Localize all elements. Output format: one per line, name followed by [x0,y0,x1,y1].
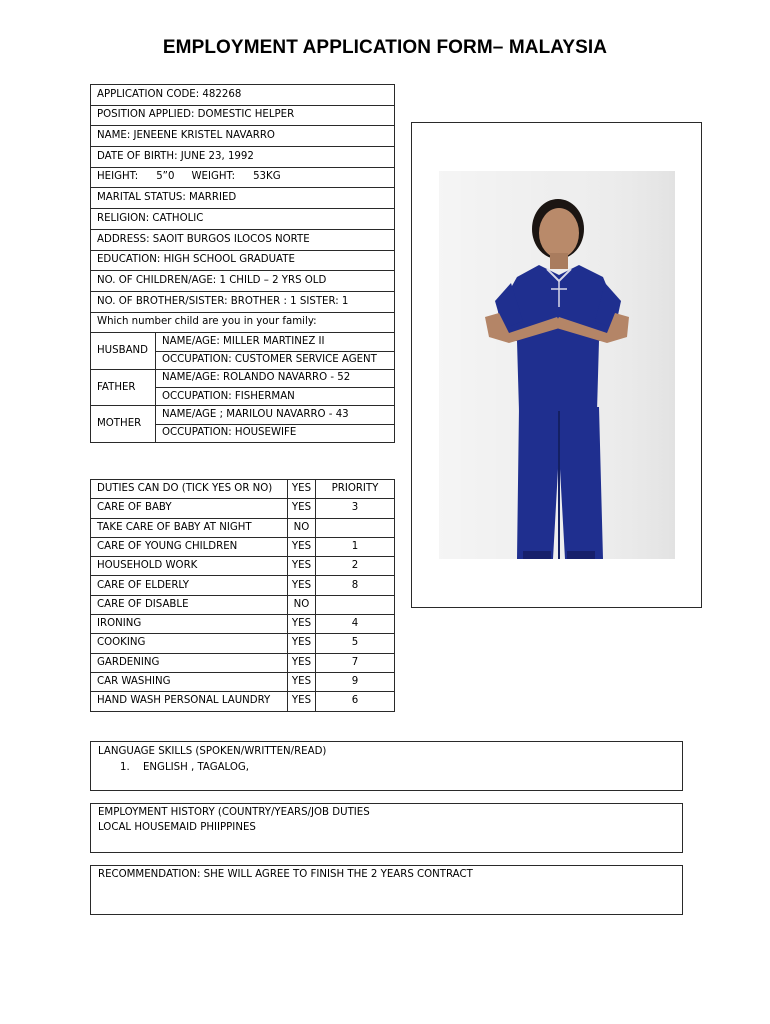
children: NO. OF CHILDREN/AGE: 1 CHILD – 2 YRS OLD [91,271,395,292]
language-item-number: 1. [120,762,130,773]
duties-header-duty: DUTIES CAN DO (TICK YES OR NO) [91,480,288,499]
family-occupation: OCCUPATION: CUSTOMER SERVICE AGENT [156,351,395,369]
family-name-age: NAME/AGE: ROLANDO NAVARRO - 52 [156,369,395,387]
employment-history-value: LOCAL HOUSEMAID PHIIPPINES [98,822,256,833]
duty-priority: 9 [316,672,395,691]
duty-priority: 6 [316,692,395,711]
duty-answer: YES [288,653,316,672]
duty-answer: YES [288,692,316,711]
family-relation: HUSBAND [91,333,156,370]
education: EDUCATION: HIGH SCHOOL GRADUATE [91,250,395,271]
duty-answer: YES [288,537,316,556]
duty-name: CAR WASHING [91,672,288,691]
recommendation-text: RECOMMENDATION: SHE WILL AGREE TO FINISH THE 2 YEARS CONTRACT [98,869,473,880]
duty-answer: YES [288,576,316,595]
duty-answer: YES [288,672,316,691]
religion: RELIGION: CATHOLIC [91,209,395,230]
weight-value: 53KG [253,171,281,183]
employment-history-heading: EMPLOYMENT HISTORY (COUNTRY/YEARS/JOB DUTIES [98,807,370,818]
photo-frame [411,122,702,608]
position-applied: POSITION APPLIED: DOMESTIC HELPER [91,105,395,126]
weight-label: WEIGHT: [191,171,236,183]
duties-header-priority: PRIORITY [316,480,395,499]
family-occupation: OCCUPATION: FISHERMAN [156,388,395,406]
duty-priority: 7 [316,653,395,672]
duty-priority: 4 [316,615,395,634]
duty-name: TAKE CARE OF BABY AT NIGHT [91,518,288,537]
duty-name: CARE OF DISABLE [91,595,288,614]
duty-name: CARE OF ELDERLY [91,576,288,595]
family-occupation: OCCUPATION: HOUSEWIFE [156,424,395,442]
language-item-text: ENGLISH , TAGALOG, [143,762,250,773]
duty-priority: 5 [316,634,395,653]
duties-header-yes: YES [288,480,316,499]
personal-info-table [90,84,395,443]
duty-priority: 2 [316,557,395,576]
duty-name: HOUSEHOLD WORK [91,557,288,576]
duty-name: HAND WASH PERSONAL LAUNDRY [91,692,288,711]
height-label: HEIGHT: [97,171,139,183]
siblings: NO. OF BROTHER/SISTER: BROTHER : 1 SISTER: 1 [91,291,395,312]
family-name-age: NAME/AGE ; MARILOU NAVARRO - 43 [156,406,395,424]
marital-status: MARITAL STATUS: MARRIED [91,188,395,209]
application-code: APPLICATION CODE: 482268 [91,85,395,106]
family-relation: MOTHER [91,406,156,443]
duty-answer: NO [288,595,316,614]
duty-name: IRONING [91,615,288,634]
language-skills-heading: LANGUAGE SKILLS (SPOKEN/WRITTEN/READ) [98,746,327,757]
duty-answer: YES [288,557,316,576]
form-title: EMPLOYMENT APPLICATION FORM– MALAYSIA [162,37,608,58]
duty-answer: NO [288,518,316,537]
duty-answer: YES [288,499,316,518]
applicant-photo [439,171,675,564]
applicant-photo-image [439,171,675,559]
duty-name: COOKING [91,634,288,653]
duties-table [90,479,395,712]
recommendation-box [90,865,683,915]
family-name-age: NAME/AGE: MILLER MARTINEZ II [156,333,395,351]
duty-priority [316,518,395,537]
address: ADDRESS: SAOIT BURGOS ILOCOS NORTE [91,229,395,250]
height-weight [91,167,395,188]
employment-history-box [90,803,683,853]
height-value: 5”0 [156,171,175,183]
duty-priority: 3 [316,499,395,518]
duty-priority [316,595,395,614]
duty-priority: 8 [316,576,395,595]
duty-name: CARE OF BABY [91,499,288,518]
child-number: Which number child are you in your family: [91,312,395,333]
applicant-name: NAME: JENEENE KRISTEL NAVARRO [91,126,395,147]
duty-priority: 1 [316,537,395,556]
language-skills-box [90,741,683,791]
date-of-birth: DATE OF BIRTH: JUNE 23, 1992 [91,147,395,168]
duty-name: GARDENING [91,653,288,672]
duty-answer: YES [288,615,316,634]
duty-answer: YES [288,634,316,653]
family-relation: FATHER [91,369,156,406]
duty-name: CARE OF YOUNG CHILDREN [91,537,288,556]
